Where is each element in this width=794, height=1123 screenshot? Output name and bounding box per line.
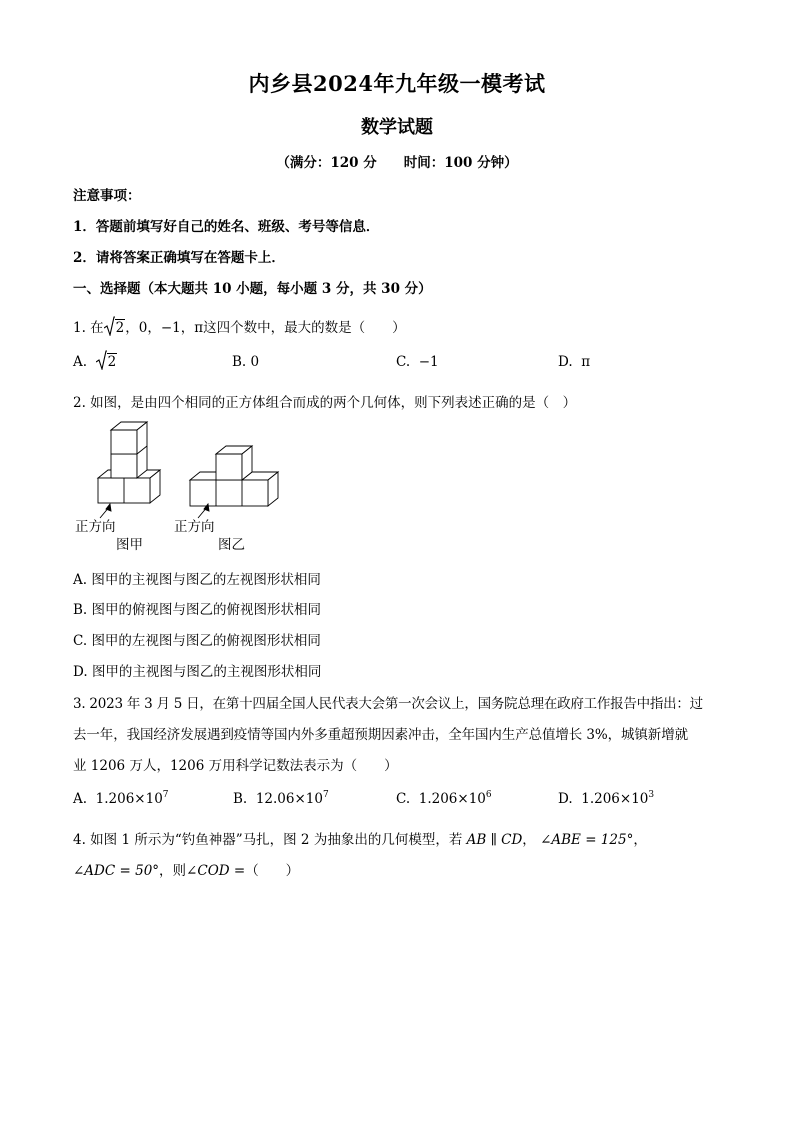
q1-option-c	[396, 354, 439, 370]
q3-option-c	[396, 791, 492, 807]
sqrt-icon	[104, 320, 126, 336]
q4-text: 4. 如图 1 所示为“钓鱼神器”马扎，图 2 为抽象出的几何模型，若	[73, 832, 463, 848]
option-label: A.	[73, 572, 88, 588]
q3-option-b	[233, 791, 329, 807]
option-exponent: 3	[648, 790, 655, 800]
sqrt-icon	[96, 354, 118, 370]
option-label: D.	[558, 791, 573, 807]
option-base: 1.206×10	[95, 791, 163, 807]
left-figure-caption: 图甲	[116, 537, 143, 553]
right-figure-caption: 图乙	[218, 537, 245, 553]
option-label: C.	[396, 791, 411, 807]
q4-text: （ ）	[245, 863, 300, 879]
cube-figure	[70, 418, 285, 558]
page-title: 内乡县2024年九年级一模考试	[248, 71, 546, 96]
option-text: 2	[107, 354, 117, 370]
notice-item: 1．答题前填写好自己的姓名、班级、考号等信息．	[73, 219, 380, 235]
q1-pi: π	[194, 320, 204, 336]
option-base: 1.206×10	[418, 791, 486, 807]
option-text: π	[581, 354, 591, 370]
q2-option-d	[73, 660, 321, 680]
question-4-line	[73, 859, 299, 879]
option-label: C.	[73, 633, 88, 649]
option-text: 图甲的左视图与图乙的俯视图形状相同	[91, 633, 321, 649]
score-time: （满分：120 分 时间：100 分钟）	[276, 155, 518, 171]
option-base: 12.06×10	[255, 791, 323, 807]
page-subtitle: 数学试题	[361, 117, 433, 138]
section-heading: 一、选择题（本大题共 10 小题，每小题 3 分，共 30 分）	[73, 281, 432, 297]
q1-option-b	[232, 354, 259, 370]
question-1-stem	[73, 316, 406, 336]
option-text: 0	[250, 354, 260, 370]
notice-heading: 注意事项：	[73, 188, 141, 204]
option-label: A.	[73, 791, 88, 807]
option-text: −1	[418, 354, 439, 370]
q2-option-a	[73, 568, 321, 588]
option-base: 1.206×10	[581, 791, 649, 807]
q4-comma: ，	[633, 832, 647, 848]
option-label: B.	[233, 791, 248, 807]
left-direction-label: 正方向	[75, 519, 116, 535]
q4-angle-adc: ∠ADC = 50°	[73, 863, 160, 879]
question-2-stem: 2. 如图，是由四个相同的正方体组合而成的两个几何体，则下列表述正确的是（ ）	[73, 395, 577, 411]
figure-a-cubes	[98, 422, 160, 503]
question-3-line: 去一年，我国经济发展遇到疫情等国内外多重超预期因素冲击，全年国内生产总值增长 3%，城镇新增就	[73, 727, 689, 743]
option-text: 图甲的俯视图与图乙的俯视图形状相同	[91, 602, 322, 618]
q2-option-c	[73, 629, 321, 649]
q4-angle-cod: ∠COD =	[186, 863, 246, 879]
q4-text: ，则	[159, 863, 187, 879]
figure-b-cubes	[190, 446, 278, 506]
option-text: 图甲的主视图与图乙的主视图形状相同	[91, 664, 322, 680]
option-label: D.	[558, 354, 573, 370]
q4-parallel: AB ∥ CD	[466, 832, 523, 848]
q1-middle: ，0，−1，	[125, 320, 195, 336]
option-exponent: 6	[485, 790, 492, 800]
option-exponent: 7	[162, 790, 169, 800]
q3-option-d	[558, 791, 654, 807]
q4-comma: ，	[522, 832, 536, 848]
question-4-line	[73, 828, 647, 848]
option-text: 图甲的主视图与图乙的左视图形状相同	[91, 572, 321, 588]
right-direction-label: 正方向	[174, 519, 215, 535]
option-label: A.	[73, 354, 88, 370]
q1-prefix: 1. 在	[73, 320, 104, 336]
option-label: D.	[73, 664, 88, 680]
option-exponent: 7	[322, 790, 329, 800]
q1-radicand: 2	[115, 320, 125, 336]
question-3-line: 3. 2023 年 3 月 5 日，在第十四届全国人民代表大会第一次会议上，国务院总理在政府工作报告中指出：过	[73, 696, 703, 712]
option-label: B.	[73, 602, 88, 618]
option-label: B.	[232, 354, 247, 370]
q4-angle-abe: ∠ABE = 125°	[540, 832, 634, 848]
q3-option-a	[73, 791, 169, 807]
q1-option-d	[558, 354, 590, 370]
option-label: C.	[396, 354, 411, 370]
notice-item: 2．请将答案正确填写在答题卡上．	[73, 250, 285, 266]
question-3-line: 业 1206 万人，1206 万用科学记数法表示为（ ）	[73, 758, 398, 774]
q1-suffix: 这四个数中，最大的数是（ ）	[203, 320, 406, 336]
q1-option-a	[73, 354, 117, 370]
q2-option-b	[73, 598, 321, 618]
